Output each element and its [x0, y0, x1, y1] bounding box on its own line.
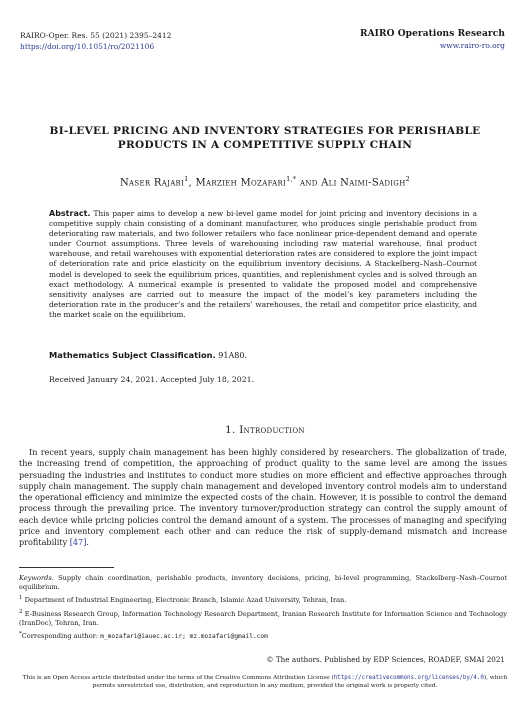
msc-value: 91A80.	[218, 351, 247, 360]
footnote-mark: *	[19, 631, 22, 638]
section-number: 1.	[225, 424, 236, 436]
copyright-notice: © The authors. Published by EDP Sciences, ROADEF, SMAI 2021	[266, 655, 505, 664]
license-notice	[19, 674, 511, 691]
footnote-mark: 1	[19, 595, 23, 602]
abstract	[49, 209, 477, 320]
corresponding-emails[interactable]: m_mozafari@iauec.ac.ir; mz.mozafari@gmail.com	[100, 633, 268, 641]
paper-title	[30, 124, 500, 152]
running-header-right	[360, 29, 505, 51]
abstract-label: Abstract.	[49, 209, 91, 218]
journal-url-link[interactable]: www.rairo-ro.org	[439, 41, 505, 50]
footnote-affiliation-1	[19, 594, 507, 605]
msc-classification	[49, 350, 247, 360]
license-text-2: ), which permits unrestricted use, distribution, and reproduction in any medium, provided the original work is properly cited.	[92, 675, 508, 690]
msc-label: Mathematics Subject Classification.	[49, 350, 216, 360]
received-dates: Received January 24, 2021. Accepted July 18, 2021.	[49, 375, 255, 384]
citation-link[interactable]: [47]	[69, 537, 87, 548]
intro-end: .	[86, 537, 89, 548]
title-line-1: BI-LEVEL PRICING AND INVENTORY STRATEGIES FOR PERISHABLE	[49, 125, 481, 137]
journal-citation: RAIRO-Oper. Res. 55 (2021) 2395–2412	[20, 31, 172, 40]
section-heading	[30, 424, 500, 436]
author-affiliation-mark: 2	[405, 175, 411, 183]
author-list	[30, 175, 500, 188]
running-header-left	[20, 30, 171, 52]
abstract-text: This paper aims to develop a new bi-level game model for joint pricing and inventory decisions in a competitive supply chain consisting of a dominant manufacturer, who produces single perishable product from deteriorating raw materials, and two follower retailers who face nonlinear price-dependent demand and operate under Cournot assumptions. Three levels of warehousing including raw material warehouse, final product warehouse, and retail warehouses with exponential deterioration rates are considered to explore the joint impact of deterioration rate and price elasticity on the equilibrium inventory decisions. A Stackelberg–Nash–Cournot model is developed to seek the equilibrium prices, quantities, and replenishment cycles and is solved through an exact methodology. A numerical example is presented to validate the proposed model and comprehensive sensitivity analyses are carried out to measure the impact of the model’s key parameters including the deterioration rate in the producer’s and the retailers’ warehouses, the retail and competitor price elasticity, and the market scale on the equilibrium.	[49, 209, 477, 319]
corresponding-author	[19, 630, 507, 641]
author-name: Naser Rajabi	[119, 177, 185, 189]
introduction-paragraph	[19, 447, 507, 549]
license-link[interactable]: https://creativecommons.org/licenses/by/4.0	[333, 675, 484, 681]
author-separator: ,	[188, 177, 196, 189]
author-affiliation-mark: 1	[184, 175, 189, 183]
footnote-rule	[19, 567, 114, 568]
license-text-1: This is an Open Access article distributed under the terms of the Creative Commons Attribution License (	[22, 675, 334, 681]
author-separator: and	[296, 177, 322, 189]
keywords	[19, 574, 507, 592]
doi-link[interactable]: https://doi.org/10.1051/ro/2021106	[20, 42, 155, 51]
corresponding-label: Corresponding author:	[21, 632, 99, 641]
footnote-text: E-Business Research Group, Information Technology Research Department, Iranian Research Institute for Information Science and Technology (IranDoc), Tehran, Iran.	[19, 609, 507, 628]
intro-text: In recent years, supply chain management has been highly considered by researchers. The globalization of trade, the increasing trend of competition, the approaching of product quality to the same level are among the issues persuading the industries and institutes to conduct more studies on more efficient and effective approaches through supply chain management. The supply chain management and developed inventory control models aim to understand the operational efficiency and minimize the expected costs of the chain. However, it is possible to control the demand process through the prevailing price. The inventory turnover/production strategy can control the supply amount of each device while pricing policies control the demand amount of a system. The processes of managing and specifying price and inventory complement each other and can reduce the risk of supply-demand mismatch and increase profitability	[19, 447, 507, 548]
journal-name: RAIRO Operations Research	[360, 29, 505, 39]
section-title: Introduction	[239, 424, 305, 436]
title-line-2: PRODUCTS IN A COMPETITIVE SUPPLY CHAIN	[117, 139, 413, 151]
keywords-label: Keywords.	[19, 574, 54, 582]
author-name: Ali Naimi-Sadigh	[321, 177, 406, 189]
footnotes	[19, 574, 507, 644]
keywords-text: Supply chain coordination, perishable products, inventory decisions, pricing, bi-level programming, Stackelberg–Nash–Cournot equilibrium.	[19, 574, 507, 592]
author-affiliation-mark: 1,*	[286, 175, 297, 183]
footnote-affiliation-2	[19, 608, 507, 629]
footnote-text: Department of Industrial Engineering, Electronic Branch, Islamic Azad University, Tehran, Iran.	[24, 596, 347, 605]
footnote-mark: 2	[19, 608, 23, 615]
author-name: Marzieh Mozafari	[195, 177, 287, 189]
